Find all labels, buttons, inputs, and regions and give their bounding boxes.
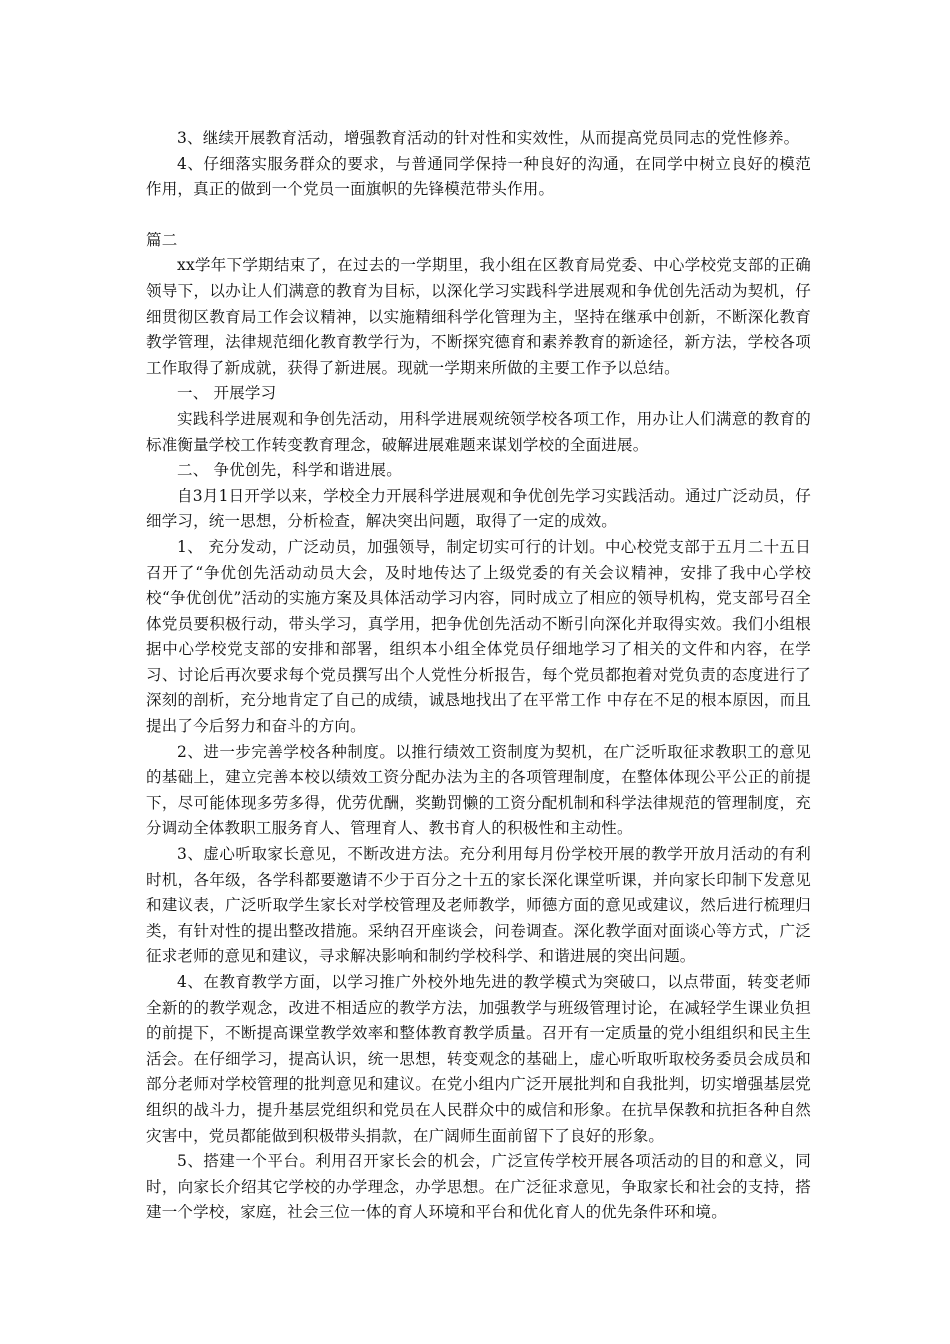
section-heading: 篇二 (146, 230, 178, 249)
study-paragraph: 实践科学进展观和争创先活动，用科学进展观统领学校各项工作，用办让人们满意的教育的标准衡量学校工作转变教育理念，破解进展难题来谋划学校的全面进展。 (146, 409, 811, 454)
item-4-paragraph: 4、在教育教学方面，以学习推广外校外地先进的教学模式为突破口，以点带面，转变老师全新的的教学观念，改进不相适应的教学方法，加强教学与班级管理讨论，在减轻学生课业负担的前提下，不断提高课堂教学效率和整体教育教学质量。召开有一定质量的党小组组织和民主生活会。在仔细学习，提高认识，统一思想，转变观念的基础上，虚心听取听取校务委员会成员和 部分老师对学校管理的批判意见和建议。在党小组内广泛开展批判和自我批判，切实增强基层党组织的战斗力，提升基层党组织和党员在人民群众中的威信和形象。在抗旱保教和抗拒各种自然灾害中，党员都能做到积极带头捐款，在广阔师生面前留下了良好的形象。 (146, 973, 811, 1145)
subheading-study: 一、 开展学习 (177, 384, 277, 403)
intro-paragraph: xx学年下学期结束了，在过去的一学期里，我小组在区教育局党委、中心学校党支部的正确领导下，以办让人们满意的教育为目标，以深化学习实践科学进展观和争优创先活动为契机，仔细贯彻区教育局工作会议精神，以实施精细科学化管理为主，坚持在继承中创新，不断深化教育教学管理，法律规范细化教育教学行为，不断探究德育和素养教育的新途径，新方法，学校各项工作取得了新成就，获得了新进展。现就一学期来所做的主要工作予以总结。 (146, 256, 811, 377)
item-2-paragraph: 2、进一步完善学校各种制度。以推行绩效工资制度为契机，在广泛听取征求教职工的意见的基础上，建立完善本校以绩效工资分配办法为主的各项管理制度，在整体体现公平公正的前提下，尽可能体现多劳多得，优劳优酬，奖勤罚懒的工资分配机制和科学法律规范的管理制度，充分调动全体教职工服务育人、管理育人、教书育人的积极性和主动性。 (146, 742, 811, 838)
section-gap (146, 203, 811, 228)
item-3-paragraph: 3、虚心听取家长意见，不断改进方法。充分利用每月份学校开展的教学开放月活动的有利时机，各年级，各学科都要邀请不少于百分之十五的家长深化课堂听课，并向家长印制下发意见和建议表，广泛听取学生家长对学校管理及老师教学，师德方面的意见或建议，然后进行梳理归类，有针对性的提出整改措施。采纳召开座谈会，问卷调查。深化教学面对面谈心等方式，广泛征求老师的意见和建议，寻求解决影响和制约学校科学、和谐进展的突出问题。 (146, 845, 811, 966)
document-page (146, 126, 811, 1226)
paragraph-item-3: 3、继续开展教育活动，增强教育活动的针对性和实效性，从而提高党员同志的党性修养。 (177, 129, 800, 147)
item-5-paragraph: 5、搭建一个平台。利用召开家长会的机会，广泛宣传学校开展各项活动的目的和意义，同时，向家长介绍其它学校的办学理念，办学思想。在广泛征求意见，争取家长和社会的支持，搭建一个学校，家庭，社会三位一体的育人环境和平台和优化育人的优先条件环和境。 (146, 1152, 811, 1222)
progress-paragraph: 自3月1日开学以来，学校全力开展科学进展观和争优创先学习实践活动。通过广泛动员，仔细学习，统一思想，分析检查，解决突出问题，取得了一定的成效。 (146, 486, 811, 531)
item-1-paragraph: 1、 充分发动，广泛动员，加强领导，制定切实可行的计划。中心校党支部于五月二十五日召开了“争优创先活动动员大会，及时地传达了上级党委的有关会议精神，安排了我中心学校校“争优创优”活动的实施方案及具体活动学习内容，同时成立了相应的领导机构，党支部号召全体党员要积极行动，带头学习，真学用，把争优创先活动不断引向深化并取得实效。我们小组根据中心学校党支部的安排和部署，组织本小组全体党员仔细地学习了相关的文件和内容，在学习、讨论后再次要求每个党员撰写出个人党性分析报告，每个党员都抱着对党负责的态度进行了深刻的剖析，充分地肯定了自己的成绩，诚恳地找出了在平常工作 中存在不足的根本原因，而且提出了今后努力和奋斗的方向。 (146, 537, 811, 736)
paragraph-item-4: 4、仔细落实服务群众的要求，与普通同学保持一种良好的沟通，在同学中树立良好的模范作用，真正的做到一个党员一面旗帜的先锋模范带头作用。 (146, 154, 811, 199)
subheading-progress: 二、 争优创先，科学和谐进展。 (177, 461, 402, 480)
